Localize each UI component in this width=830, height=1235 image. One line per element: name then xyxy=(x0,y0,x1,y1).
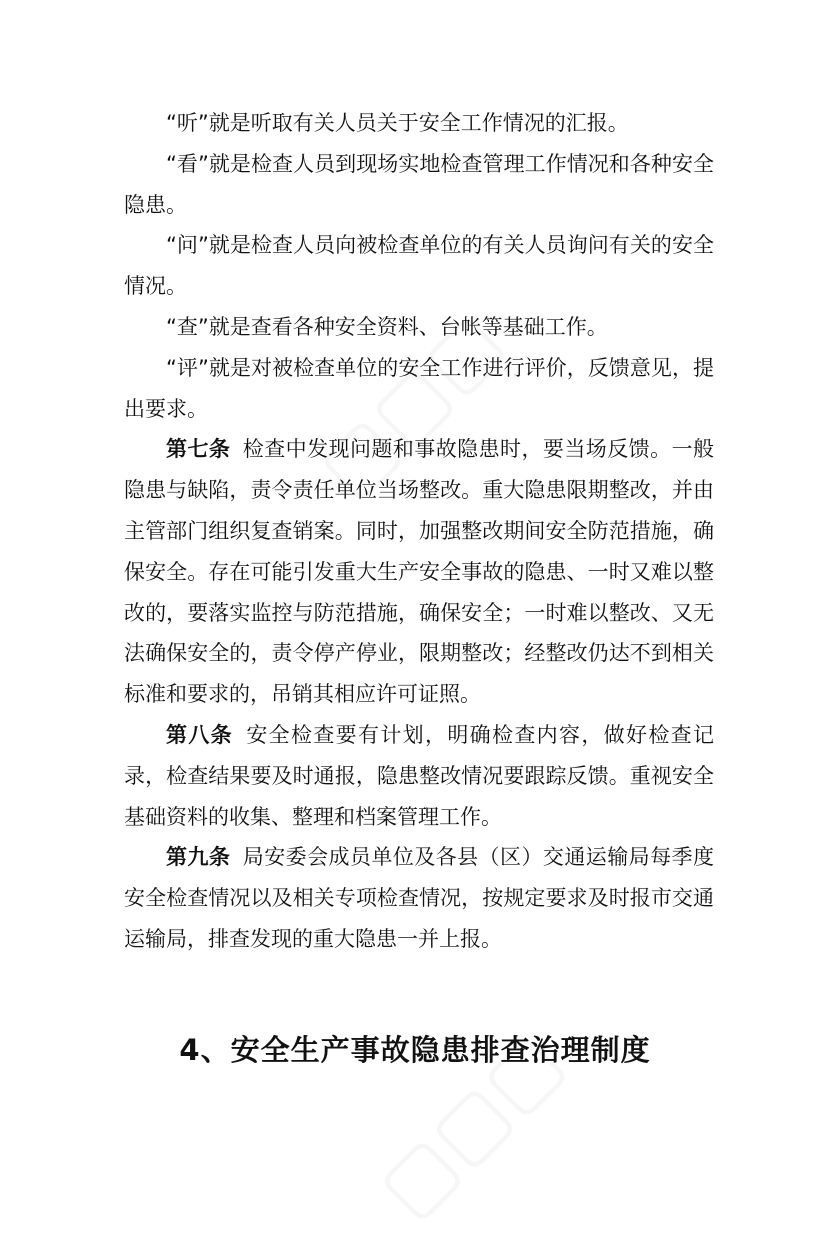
article-number: 第八条 xyxy=(166,722,233,747)
article-7 xyxy=(124,429,714,715)
section-title: 4、安全生产事故隐患排查治理制度 xyxy=(179,1033,651,1067)
article-8 xyxy=(124,715,714,837)
paragraph-text: “看”就是检查人员到现场实地检查管理工作情况和各种安全隐患。 xyxy=(124,151,714,217)
article-text: 检查中发现问题和事故隐患时，要当场反馈。一般隐患与缺陷，责令责任单位当场整改。重大隐患限期整改，并由主管部门组织复查销案。同时，加强整改期间安全防范措施，确保安全。存在可能引发重大生产安全事故的隐患、一时又难以整改的，要落实监控与防范措施，确保安全；一时难以整改、又无法确保安全的，责令停产停业，限期整改；经整改仍达不到相关标准和要求的，吊销其相应许可证照。 xyxy=(124,437,715,707)
article-number: 第九条 xyxy=(166,845,231,870)
paragraph-cha xyxy=(124,307,714,348)
paragraph-kan xyxy=(124,144,714,226)
paragraph-ping xyxy=(124,348,714,430)
paragraph-ting xyxy=(124,103,714,144)
paragraph-text: “问”就是检查人员向被检查单位的有关人员询问有关的安全情况。 xyxy=(124,233,714,299)
article-text: 安全检查要有计划，明确检查内容，做好检查记录，检查结果要及时通报，隐患整改情况要跟踪反馈。重视安全基础资料的收集、整理和档案管理工作。 xyxy=(124,722,714,829)
paragraph-text: “听”就是听取有关人员关于安全工作情况的汇报。 xyxy=(166,111,629,135)
document-body xyxy=(124,103,714,960)
paragraph-wen xyxy=(124,225,714,307)
article-9 xyxy=(124,837,714,959)
article-number: 第七条 xyxy=(166,437,231,462)
paragraph-text: “评”就是对被检查单位的安全工作进行评价，反馈意见，提出要求。 xyxy=(124,355,714,421)
paragraph-text: “查”就是查看各种安全资料、台帐等基础工作。 xyxy=(166,314,608,339)
article-text: 局安委会成员单位及各县（区）交通运输局每季度安全检查情况以及相关专项检查情况，按规定要求及时报市交通运输局，排查发现的重大隐患一并上报。 xyxy=(124,845,715,951)
